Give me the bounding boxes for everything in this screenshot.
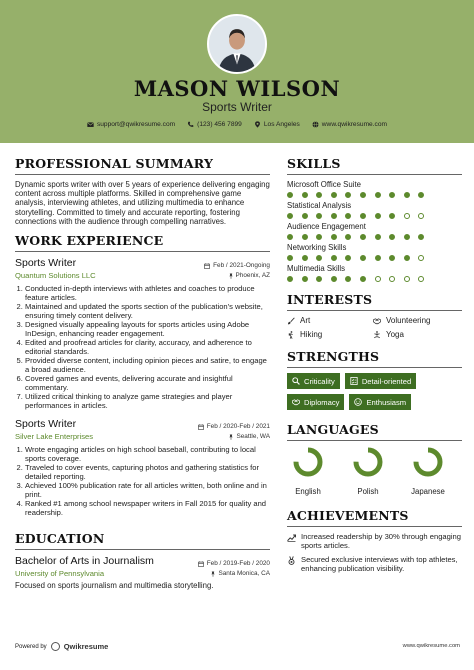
languages-section xyxy=(287,422,462,496)
experience-heading: WORK EXPERIENCE xyxy=(15,233,270,252)
rating-dot xyxy=(302,255,308,261)
rating-dot xyxy=(287,192,293,198)
rating-dot xyxy=(302,234,308,240)
rating-dot xyxy=(302,213,308,219)
skill-item xyxy=(287,201,462,219)
rating-dot xyxy=(418,213,424,219)
language-item xyxy=(351,446,385,496)
strengths-section xyxy=(287,349,462,410)
yoga-icon xyxy=(373,331,381,339)
medal-icon xyxy=(287,556,296,565)
skills-list xyxy=(287,180,462,282)
interests-heading: INTERESTS xyxy=(287,292,462,311)
rating-dot xyxy=(404,255,410,261)
rating-dot xyxy=(331,234,337,240)
rating-dot xyxy=(345,213,351,219)
rating-dot xyxy=(389,255,395,261)
skill-name: Multimedia Skills xyxy=(287,264,346,273)
skill-rating xyxy=(287,276,462,282)
rating-dot xyxy=(316,234,322,240)
rating-dot xyxy=(375,192,381,198)
rating-dot xyxy=(360,213,366,219)
location-pin-icon xyxy=(254,121,261,128)
rating-dot xyxy=(287,213,293,219)
skills-heading: SKILLS xyxy=(287,156,462,175)
skill-name: Statistical Analysis xyxy=(287,201,352,210)
rating-dot xyxy=(404,192,410,198)
rating-dot xyxy=(316,255,322,261)
list-item: 4. Edited and proofread articles for clarity, accuracy, and adherence to editorial standards. xyxy=(25,338,270,356)
language-name: Japanese xyxy=(411,487,445,496)
experience-section xyxy=(15,233,270,517)
job-bullets xyxy=(15,284,270,410)
email-icon xyxy=(87,121,94,128)
education-location: Santa Monica, CA xyxy=(210,569,270,578)
contact-email[interactable]: support@qwikresume.com xyxy=(87,121,175,128)
profile-photo xyxy=(207,14,267,74)
skill-rating xyxy=(287,255,462,261)
education-heading: EDUCATION xyxy=(15,531,270,550)
left-column xyxy=(15,156,270,590)
list-item: 2. Maintained and updated the sports section of the publication's website, ensuring timely content delivery. xyxy=(25,302,270,320)
rating-dot xyxy=(360,234,366,240)
trend-up-icon xyxy=(287,533,296,542)
strength-tag: Enthusiasm xyxy=(349,394,411,410)
rating-dot xyxy=(345,192,351,198)
rating-dot xyxy=(389,192,395,198)
rating-dot xyxy=(316,276,322,282)
achievements-heading: ACHIEVEMENTS xyxy=(287,508,462,527)
rating-dot xyxy=(375,276,381,282)
company-name: Quantum Solutions LLC xyxy=(15,271,96,281)
contact-bar xyxy=(0,121,474,128)
rating-dot xyxy=(345,276,351,282)
rating-dot xyxy=(360,276,366,282)
avatar xyxy=(209,16,265,72)
interest-item: Volunteering xyxy=(373,316,459,325)
rating-dot xyxy=(404,276,410,282)
company-name: Silver Lake Enterprises xyxy=(15,432,94,442)
rating-dot xyxy=(302,276,308,282)
handshake-icon xyxy=(292,398,300,406)
rating-dot xyxy=(345,255,351,261)
rating-dot xyxy=(316,192,322,198)
job-location: Phoenix, AZ xyxy=(228,271,270,280)
education-date: Feb / 2019-Feb / 2020 xyxy=(198,560,270,567)
strengths-heading: STRENGTHS xyxy=(287,349,462,368)
interest-item: Art xyxy=(287,316,373,325)
globe-icon xyxy=(312,121,319,128)
skills-section xyxy=(287,156,462,282)
language-level-ring xyxy=(292,446,324,478)
list-item: 4. Ranked #1 among school newspaper writers in Fall 2015 for quality and readership. xyxy=(25,499,270,517)
achievement-item: Increased readership by 30% through engaging sports articles. xyxy=(287,532,462,550)
languages-list xyxy=(287,446,462,496)
right-column xyxy=(287,156,462,578)
skill-name: Audience Engagement xyxy=(287,222,366,231)
skill-name: Networking Skills xyxy=(287,243,347,252)
candidate-title: Sports Writer xyxy=(202,100,272,114)
interests-section xyxy=(287,292,462,339)
calendar-icon xyxy=(198,424,204,430)
list-item: 6. Covered games and events, delivering accurate and insightful commentary. xyxy=(25,374,270,392)
list-item: 1. Conducted in-depth interviews with athletes and coaches to produce feature articles. xyxy=(25,284,270,302)
rating-dot xyxy=(331,192,337,198)
footer-website[interactable]: www.qwikresume.com xyxy=(402,643,460,649)
language-item xyxy=(411,446,445,496)
list-item: 3. Designed visually appealing layouts for sports articles using Adobe InDesign, enhancing reader engagement. xyxy=(25,320,270,338)
rating-dot xyxy=(287,234,293,240)
rating-dot xyxy=(331,213,337,219)
rating-dot xyxy=(404,234,410,240)
list-item: 5. Provided diverse content, including opinion pieces and satire, to engage a broad audience. xyxy=(25,356,270,374)
list-item: 1. Wrote engaging articles on high school baseball, contributing to local sports coverage. xyxy=(25,445,270,463)
skill-rating xyxy=(287,192,462,198)
contact-phone[interactable]: (123) 456 7899 xyxy=(187,121,242,128)
job-location: Seattle, WA xyxy=(228,432,270,441)
rating-dot xyxy=(302,192,308,198)
rating-dot xyxy=(418,255,424,261)
skill-item xyxy=(287,180,462,198)
education-section xyxy=(15,531,270,590)
rating-dot xyxy=(404,213,410,219)
job-title: Sports Writer xyxy=(15,418,77,431)
interest-item: Hiking xyxy=(287,330,373,339)
rating-dot xyxy=(389,234,395,240)
search-icon xyxy=(292,377,300,385)
language-level-ring xyxy=(352,446,384,478)
job-entry xyxy=(15,418,270,517)
brand-name[interactable]: Qwikresume xyxy=(63,642,109,651)
checklist-icon xyxy=(350,377,358,385)
strength-tag: Criticality xyxy=(287,373,340,389)
list-item: 2. Traveled to cover events, capturing photos and gathering statistics for detailed reporting. xyxy=(25,463,270,481)
list-item: 3. Achieved 100% publication rate for all articles written, both online and in print. xyxy=(25,481,270,499)
language-name: Polish xyxy=(357,487,379,496)
skill-item xyxy=(287,243,462,261)
phone-icon xyxy=(187,121,194,128)
skill-rating xyxy=(287,213,462,219)
candidate-name: MASON WILSON xyxy=(133,76,341,101)
skill-name: Microsoft Office Suite xyxy=(287,180,361,189)
rating-dot xyxy=(375,213,381,219)
qwikresume-logo-icon xyxy=(51,642,60,651)
skill-item xyxy=(287,264,462,282)
brush-icon xyxy=(287,317,295,325)
pushpin-icon xyxy=(228,273,234,279)
school-name: University of Pennsylvania xyxy=(15,569,105,579)
rating-dot xyxy=(389,213,395,219)
job-date: Feb / 2021-Ongoing xyxy=(204,262,270,269)
rating-dot xyxy=(331,276,337,282)
summary-text: Dynamic sports writer with over 5 years of experience delivering engaging content across multiple platforms. Skilled in comprehensive game analysis, interviewing athletes, and utilizing multimedia to enhance storytelling. Committed to timely and accurate reporting, fostering connections with the audience through compelling narratives. xyxy=(15,180,270,226)
rating-dot xyxy=(418,234,424,240)
rating-dot xyxy=(287,255,293,261)
skill-rating xyxy=(287,234,462,240)
calendar-icon xyxy=(198,561,204,567)
calendar-icon xyxy=(204,263,210,269)
education-focus: Focused on sports journalism and multimedia storytelling. xyxy=(15,581,214,591)
pushpin-icon xyxy=(210,571,216,577)
pushpin-icon xyxy=(228,434,234,440)
contact-website[interactable]: www.qwikresume.com xyxy=(312,121,387,128)
summary-section xyxy=(15,156,270,226)
job-bullets xyxy=(15,445,270,517)
contact-location: Los Angeles xyxy=(254,121,300,128)
degree-title: Bachelor of Arts in Journalism xyxy=(15,555,154,568)
job-date: Feb / 2020-Feb / 2021 xyxy=(198,423,270,430)
skill-item xyxy=(287,222,462,240)
rating-dot xyxy=(375,255,381,261)
achievement-item: Secured exclusive interviews with top athletes, enhancing publication visibility. xyxy=(287,555,462,573)
interest-item: Yoga xyxy=(373,330,459,339)
rating-dot xyxy=(360,192,366,198)
rating-dot xyxy=(287,276,293,282)
handshake-icon xyxy=(373,317,381,325)
powered-by: Powered by Qwikresume xyxy=(15,642,109,651)
rating-dot xyxy=(418,192,424,198)
rating-dot xyxy=(360,255,366,261)
job-entry xyxy=(15,257,270,410)
rating-dot xyxy=(345,234,351,240)
language-level-ring xyxy=(412,446,444,478)
smile-icon xyxy=(354,398,362,406)
rating-dot xyxy=(418,276,424,282)
summary-heading: PROFESSIONAL SUMMARY xyxy=(15,156,270,175)
hiking-icon xyxy=(287,331,295,339)
strength-tag: Detail-oriented xyxy=(345,373,416,389)
achievements-section xyxy=(287,508,462,573)
language-name: English xyxy=(295,487,321,496)
list-item: 7. Utilized critical thinking to analyze game strategies and player performances in articles. xyxy=(25,392,270,410)
rating-dot xyxy=(375,234,381,240)
footer xyxy=(0,636,474,670)
resume-header xyxy=(0,0,474,143)
rating-dot xyxy=(316,213,322,219)
rating-dot xyxy=(389,276,395,282)
rating-dot xyxy=(331,255,337,261)
language-item xyxy=(291,446,325,496)
languages-heading: LANGUAGES xyxy=(287,422,462,441)
job-title: Sports Writer xyxy=(15,257,77,270)
strength-tag: Diplomacy xyxy=(287,394,344,410)
